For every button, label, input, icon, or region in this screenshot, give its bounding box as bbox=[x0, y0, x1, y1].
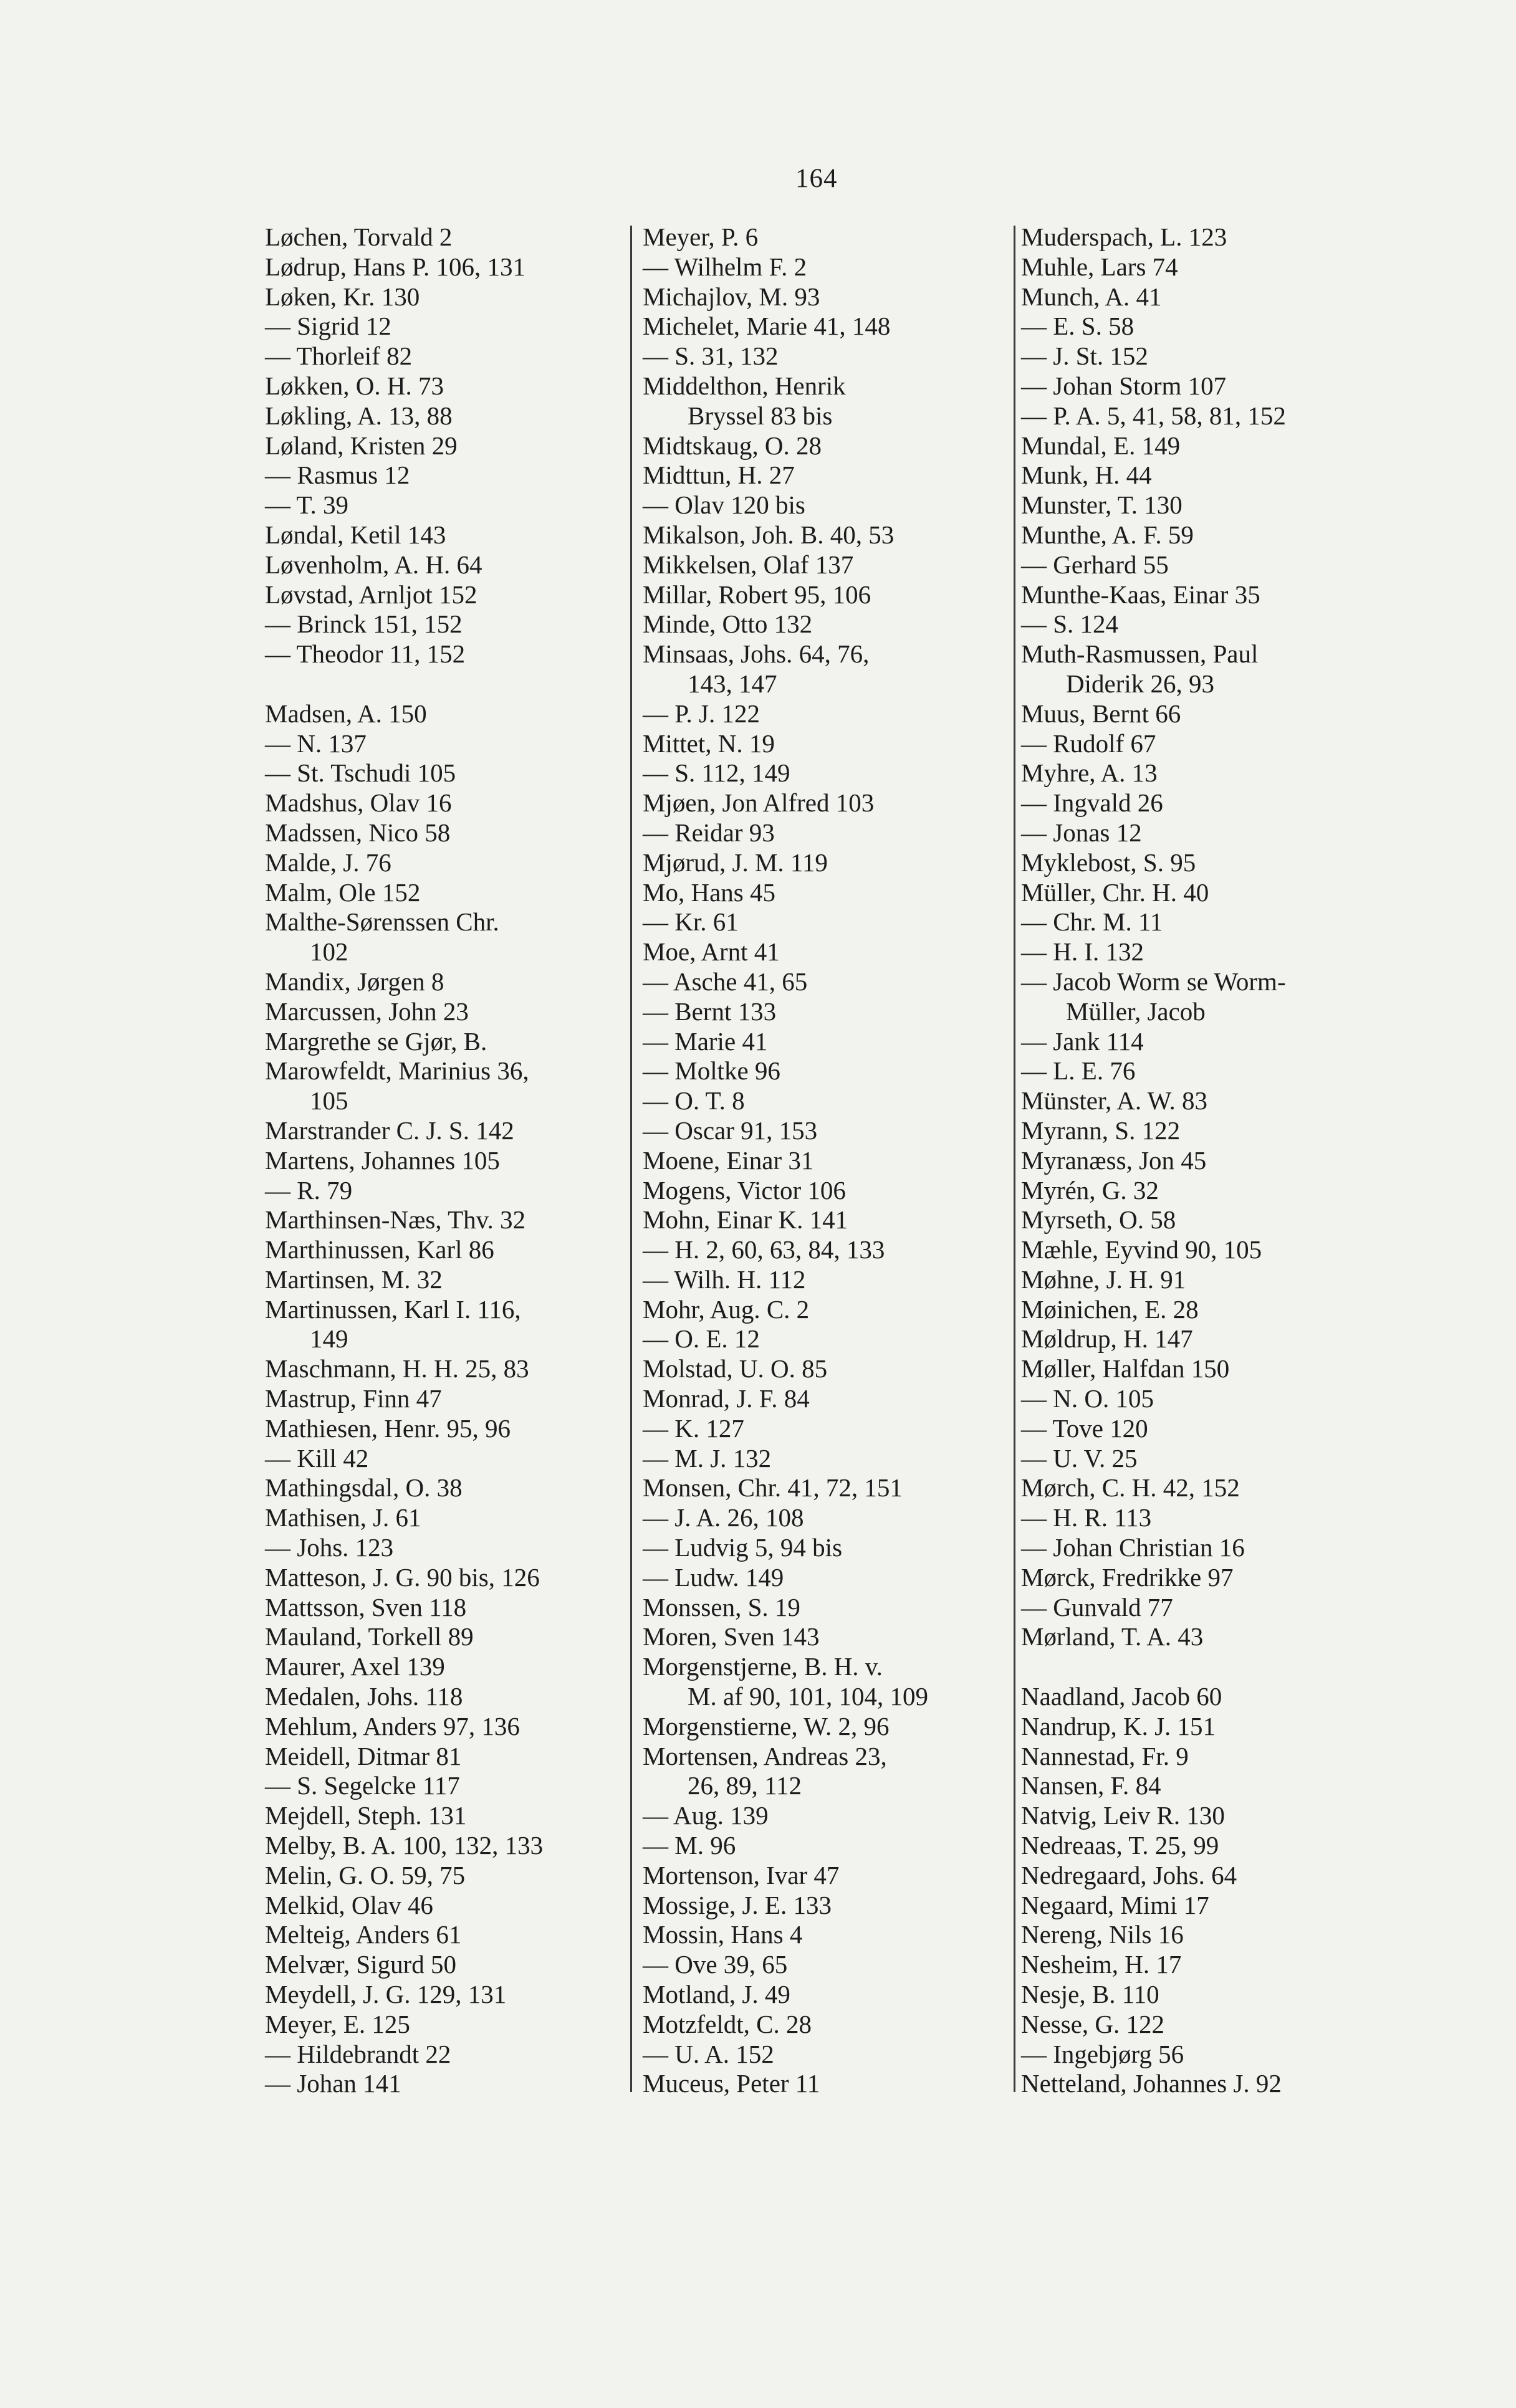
index-entry: Munthe-Kaas, Einar 35 bbox=[1021, 580, 1260, 609]
index-entry: Løndal, Ketil 143 bbox=[265, 520, 446, 549]
index-entry: Nannestad, Fr. 9 bbox=[1021, 1741, 1189, 1770]
index-entry: Münster, A. W. 83 bbox=[1021, 1086, 1208, 1116]
index-entry: — Ingvald 26 bbox=[1021, 788, 1163, 818]
section-gap bbox=[1021, 1652, 1395, 1682]
index-entry: — Gerhard 55 bbox=[1021, 550, 1169, 579]
index-entry: Michajlov, M. 93 bbox=[643, 282, 820, 311]
index-entry: — P. J. 122 bbox=[643, 699, 760, 728]
index-entry: — M. 96 bbox=[643, 1831, 736, 1860]
index-entry: Naadland, Jacob 60 bbox=[1021, 1682, 1222, 1711]
index-entry: — Jacob Worm se Worm- bbox=[1021, 967, 1286, 996]
index-entry: Müller, Jacob bbox=[1066, 996, 1206, 1026]
index-entry: Løvstad, Arnljot 152 bbox=[265, 580, 477, 609]
column-divider bbox=[1014, 226, 1015, 2092]
index-entry: Løvenholm, A. H. 64 bbox=[265, 550, 482, 579]
index-entry: Madshus, Olav 16 bbox=[265, 788, 452, 818]
index-entry: Mørck, Fredrikke 97 bbox=[1021, 1562, 1234, 1592]
index-entry: — O. E. 12 bbox=[643, 1324, 760, 1354]
index-entry: Minde, Otto 132 bbox=[643, 609, 813, 639]
index-entry: Nedreaas, T. 25, 99 bbox=[1021, 1831, 1219, 1860]
index-entry: Melkid, Olav 46 bbox=[265, 1890, 433, 1919]
index-entry: Nesheim, H. 17 bbox=[1021, 1950, 1182, 1979]
index-entry: Mossige, J. E. 133 bbox=[643, 1890, 832, 1919]
index-entry: — S. 31, 132 bbox=[643, 342, 779, 371]
index-entry: Malm, Ole 152 bbox=[265, 877, 421, 907]
index-entry: — Hildebrandt 22 bbox=[265, 2039, 451, 2068]
index-entry: Marstrander C. J. S. 142 bbox=[265, 1116, 514, 1145]
index-entry: Marcussen, John 23 bbox=[265, 996, 469, 1026]
index-entry: Mastrup, Finn 47 bbox=[265, 1384, 442, 1413]
index-entry: Nedregaard, Johs. 64 bbox=[1021, 1860, 1237, 1890]
index-entry: — Wilhelm F. 2 bbox=[643, 252, 807, 281]
index-entry: Nesse, G. 122 bbox=[1021, 2009, 1165, 2038]
index-entry: — O. T. 8 bbox=[643, 1086, 745, 1116]
index-entry: Moene, Einar 31 bbox=[643, 1145, 814, 1175]
index-entry: Møinichen, E. 28 bbox=[1021, 1294, 1199, 1324]
index-entry: Løchen, Torvald 2 bbox=[265, 222, 453, 251]
index-entry: Mathiesen, Henr. 95, 96 bbox=[265, 1413, 511, 1443]
index-entry: Meidell, Ditmar 81 bbox=[265, 1741, 462, 1770]
index-entry: — Thorleif 82 bbox=[265, 342, 413, 371]
index-entry: — Kr. 61 bbox=[643, 907, 739, 937]
index-entry: Mo, Hans 45 bbox=[643, 877, 775, 907]
index-entry: — Marie 41 bbox=[643, 1026, 768, 1056]
index-entry: — S. Segelcke 117 bbox=[265, 1771, 460, 1800]
index-entry: Mehlum, Anders 97, 136 bbox=[265, 1711, 520, 1741]
index-entry: — T. 39 bbox=[265, 490, 349, 520]
index-entry: Malthe-Sørenssen Chr. bbox=[265, 907, 499, 937]
index-entry: Marthinussen, Karl 86 bbox=[265, 1235, 494, 1264]
column-divider bbox=[630, 226, 632, 2092]
index-entry: Myranæss, Jon 45 bbox=[1021, 1145, 1207, 1175]
index-entry: Motland, J. 49 bbox=[643, 1980, 790, 2009]
index-entry: Mandix, Jørgen 8 bbox=[265, 967, 444, 996]
index-entry: Margrethe se Gjør, B. bbox=[265, 1026, 487, 1056]
index-entry: — Oscar 91, 153 bbox=[643, 1116, 818, 1145]
index-entry: Mundal, E. 149 bbox=[1021, 431, 1181, 460]
index-entry: — K. 127 bbox=[643, 1413, 744, 1443]
index-entry: Madsen, A. 150 bbox=[265, 699, 427, 728]
index-entry: Mikkelsen, Olaf 137 bbox=[643, 550, 854, 579]
index-entry: Løkling, A. 13, 88 bbox=[265, 401, 453, 430]
index-entry: 105 bbox=[310, 1086, 348, 1116]
index-entry: — St. Tschudi 105 bbox=[265, 758, 456, 788]
index-entry: Meydell, J. G. 129, 131 bbox=[265, 1980, 507, 2009]
index-column-3 bbox=[1021, 222, 1395, 2099]
index-entry: — J. St. 152 bbox=[1021, 342, 1148, 371]
index-entry: — Tove 120 bbox=[1021, 1413, 1148, 1443]
index-entry: Mathisen, J. 61 bbox=[265, 1503, 421, 1532]
index-entry: Mohr, Aug. C. 2 bbox=[643, 1294, 810, 1324]
index-entry: Middelthon, Henrik bbox=[643, 371, 846, 400]
index-entry: — R. 79 bbox=[265, 1175, 353, 1205]
index-entry: — Johan Christian 16 bbox=[1021, 1533, 1245, 1562]
index-entry: — Johan Storm 107 bbox=[1021, 371, 1227, 400]
index-entry: Melvær, Sigurd 50 bbox=[265, 1950, 456, 1979]
index-entry: Møldrup, H. 147 bbox=[1021, 1324, 1193, 1354]
index-entry: Müller, Chr. H. 40 bbox=[1021, 877, 1209, 907]
index-entry: 26, 89, 112 bbox=[688, 1771, 802, 1800]
index-entry: Munthe, A. F. 59 bbox=[1021, 520, 1194, 549]
index-entry: — Theodor 11, 152 bbox=[265, 639, 466, 669]
index-entry: Mæhle, Eyvind 90, 105 bbox=[1021, 1235, 1262, 1264]
index-entry: Møhne, J. H. 91 bbox=[1021, 1264, 1186, 1294]
index-entry: — S. 112, 149 bbox=[643, 758, 790, 788]
index-entry: Mattsson, Sven 118 bbox=[265, 1592, 467, 1622]
index-entry: Molstad, U. O. 85 bbox=[643, 1354, 828, 1383]
section-gap bbox=[265, 669, 620, 699]
index-entry: Munk, H. 44 bbox=[1021, 461, 1152, 490]
index-entry: Mogens, Victor 106 bbox=[643, 1175, 846, 1205]
index-entry: Moe, Arnt 41 bbox=[643, 937, 780, 967]
index-column-2 bbox=[643, 222, 1007, 2099]
index-entry: Melin, G. O. 59, 75 bbox=[265, 1860, 466, 1890]
index-entry: — H. 2, 60, 63, 84, 133 bbox=[643, 1235, 885, 1264]
index-entry: — J. A. 26, 108 bbox=[643, 1503, 804, 1532]
index-entry: — Bernt 133 bbox=[643, 996, 777, 1026]
index-entry: Marowfeldt, Marinius 36, bbox=[265, 1056, 529, 1086]
index-entry: Lødrup, Hans P. 106, 131 bbox=[265, 252, 525, 281]
index-entry: Bryssel 83 bis bbox=[688, 401, 833, 430]
index-entry: Løland, Kristen 29 bbox=[265, 431, 458, 460]
index-entry: — Rasmus 12 bbox=[265, 461, 410, 490]
index-entry: Nansen, F. 84 bbox=[1021, 1771, 1161, 1800]
index-entry: Nandrup, K. J. 151 bbox=[1021, 1711, 1216, 1741]
index-entry: Mørland, T. A. 43 bbox=[1021, 1622, 1204, 1651]
index-entry: Midtskaug, O. 28 bbox=[643, 431, 822, 460]
index-entry: Mikalson, Joh. B. 40, 53 bbox=[643, 520, 895, 549]
index-entry: — Jonas 12 bbox=[1021, 818, 1142, 847]
index-entry: Muus, Bernt 66 bbox=[1021, 699, 1181, 728]
index-entry: — Gunvald 77 bbox=[1021, 1592, 1173, 1622]
index-entry: — Ludvig 5, 94 bis bbox=[643, 1533, 843, 1562]
index-entry: — E. S. 58 bbox=[1021, 312, 1135, 341]
index-entry: Myklebost, S. 95 bbox=[1021, 848, 1196, 877]
index-entry: Martinussen, Karl I. 116, bbox=[265, 1294, 521, 1324]
index-entry: — U. V. 25 bbox=[1021, 1443, 1138, 1473]
index-entry: — H. I. 132 bbox=[1021, 937, 1144, 967]
index-entry: Malde, J. 76 bbox=[265, 848, 391, 877]
index-entry: Mathingsdal, O. 38 bbox=[265, 1473, 463, 1503]
index-entry: — Johs. 123 bbox=[265, 1533, 394, 1562]
index-entry: — M. J. 132 bbox=[643, 1443, 772, 1473]
page-number: 164 bbox=[795, 164, 838, 193]
index-entry: Nesje, B. 110 bbox=[1021, 1980, 1159, 2009]
index-entry: — Olav 120 bis bbox=[643, 490, 805, 520]
index-entry: Midttun, H. 27 bbox=[643, 461, 795, 490]
index-entry: Maurer, Axel 139 bbox=[265, 1652, 445, 1681]
index-entry: — N. O. 105 bbox=[1021, 1384, 1154, 1413]
index-entry: — N. 137 bbox=[265, 729, 367, 758]
index-entry: — Ove 39, 65 bbox=[643, 1950, 788, 1979]
index-entry: — H. R. 113 bbox=[1021, 1503, 1152, 1532]
index-entry: — Asche 41, 65 bbox=[643, 967, 808, 996]
index-entry: Mohn, Einar K. 141 bbox=[643, 1205, 848, 1235]
index-entry: Morgenstierne, W. 2, 96 bbox=[643, 1711, 890, 1741]
index-column-1 bbox=[265, 222, 620, 2099]
index-entry: — Jank 114 bbox=[1021, 1026, 1144, 1056]
index-entry: Maschmann, H. H. 25, 83 bbox=[265, 1354, 529, 1383]
index-entry: Mauland, Torkell 89 bbox=[265, 1622, 474, 1651]
index-entry: Martens, Johannes 105 bbox=[265, 1145, 500, 1175]
index-entry: — Wilh. H. 112 bbox=[643, 1264, 806, 1294]
index-entry: Muceus, Peter 11 bbox=[643, 2069, 820, 2098]
index-entry: Netteland, Johannes J. 92 bbox=[1021, 2069, 1282, 2098]
index-entry: Løken, Kr. 130 bbox=[265, 282, 420, 311]
index-entry: Minsaas, Johs. 64, 76, bbox=[643, 639, 870, 669]
index-entry: Moren, Sven 143 bbox=[643, 1622, 820, 1651]
index-entry: 149 bbox=[310, 1324, 348, 1354]
index-entry: — Reidar 93 bbox=[643, 818, 775, 847]
index-entry: Muth-Rasmussen, Paul bbox=[1021, 639, 1259, 669]
index-entry: Mjøen, Jon Alfred 103 bbox=[643, 788, 875, 818]
index-entry: Munster, T. 130 bbox=[1021, 490, 1183, 520]
index-entry: Marthinsen-Næs, Thv. 32 bbox=[265, 1205, 525, 1235]
index-entry: Morgenstjerne, B. H. v. bbox=[643, 1652, 883, 1681]
index-entry: Monssen, S. 19 bbox=[643, 1592, 800, 1622]
index-entry: Myrann, S. 122 bbox=[1021, 1116, 1181, 1145]
index-entry: Negaard, Mimi 17 bbox=[1021, 1890, 1209, 1919]
index-entry: 102 bbox=[310, 937, 348, 967]
index-entry: Monrad, J. F. 84 bbox=[643, 1384, 810, 1413]
index-entry: 143, 147 bbox=[688, 669, 777, 698]
index-entry: Mejdell, Steph. 131 bbox=[265, 1801, 467, 1830]
index-entry: — Chr. M. 11 bbox=[1021, 907, 1163, 937]
index-entry: — S. 124 bbox=[1021, 609, 1119, 639]
index-entry: — U. A. 152 bbox=[643, 2039, 774, 2068]
index-entry: Madssen, Nico 58 bbox=[265, 818, 451, 847]
index-entry: Matteson, J. G. 90 bis, 126 bbox=[265, 1562, 540, 1592]
index-entry: Melteig, Anders 61 bbox=[265, 1920, 462, 1949]
index-entry: Martinsen, M. 32 bbox=[265, 1264, 443, 1294]
index-entry: Medalen, Johs. 118 bbox=[265, 1682, 463, 1711]
index-entry: — P. A. 5, 41, 58, 81, 152 bbox=[1021, 401, 1286, 430]
index-entry: Nereng, Nils 16 bbox=[1021, 1920, 1184, 1949]
index-entry: — Johan 141 bbox=[265, 2069, 401, 2098]
index-entry: Natvig, Leiv R. 130 bbox=[1021, 1801, 1225, 1830]
index-entry: — Kill 42 bbox=[265, 1443, 369, 1473]
index-entry: Meyer, P. 6 bbox=[643, 222, 759, 251]
index-entry: Møller, Halfdan 150 bbox=[1021, 1354, 1230, 1383]
index-entry: Myrseth, O. 58 bbox=[1021, 1205, 1176, 1235]
index-entry: Motzfeldt, C. 28 bbox=[643, 2009, 812, 2038]
index-entry: — Moltke 96 bbox=[643, 1056, 780, 1086]
index-entry: Løkken, O. H. 73 bbox=[265, 371, 444, 400]
index-entry: Muderspach, L. 123 bbox=[1021, 222, 1227, 251]
index-entry: Meyer, E. 125 bbox=[265, 2009, 410, 2038]
index-entry: — Ludw. 149 bbox=[643, 1562, 784, 1592]
index-entry: Monsen, Chr. 41, 72, 151 bbox=[643, 1473, 903, 1503]
index-entry: Mittet, N. 19 bbox=[643, 729, 775, 758]
index-entry: Diderik 26, 93 bbox=[1066, 669, 1214, 698]
index-entry: Mortenson, Ivar 47 bbox=[643, 1860, 840, 1890]
index-entry: Myhre, A. 13 bbox=[1021, 758, 1158, 788]
index-entry: Muhle, Lars 74 bbox=[1021, 252, 1178, 281]
index-entry: — Ingebjørg 56 bbox=[1021, 2039, 1184, 2068]
index-entry: — Aug. 139 bbox=[643, 1801, 769, 1830]
index-entry: Myrén, G. 32 bbox=[1021, 1175, 1159, 1205]
index-entry: — Sigrid 12 bbox=[265, 312, 391, 341]
index-entry: Mossin, Hans 4 bbox=[643, 1920, 803, 1949]
index-entry: Mjørud, J. M. 119 bbox=[643, 848, 828, 877]
index-entry: Melby, B. A. 100, 132, 133 bbox=[265, 1831, 544, 1860]
index-entry: Michelet, Marie 41, 148 bbox=[643, 312, 891, 341]
index-entry: Munch, A. 41 bbox=[1021, 282, 1162, 311]
index-entry: Millar, Robert 95, 106 bbox=[643, 580, 871, 609]
index-entry: Mortensen, Andreas 23, bbox=[643, 1741, 887, 1770]
index-entry: Mørch, C. H. 42, 152 bbox=[1021, 1473, 1240, 1503]
index-entry: — Brinck 151, 152 bbox=[265, 609, 463, 639]
index-entry: M. af 90, 101, 104, 109 bbox=[688, 1682, 929, 1711]
index-entry: — L. E. 76 bbox=[1021, 1056, 1136, 1086]
index-entry: — Rudolf 67 bbox=[1021, 729, 1156, 758]
